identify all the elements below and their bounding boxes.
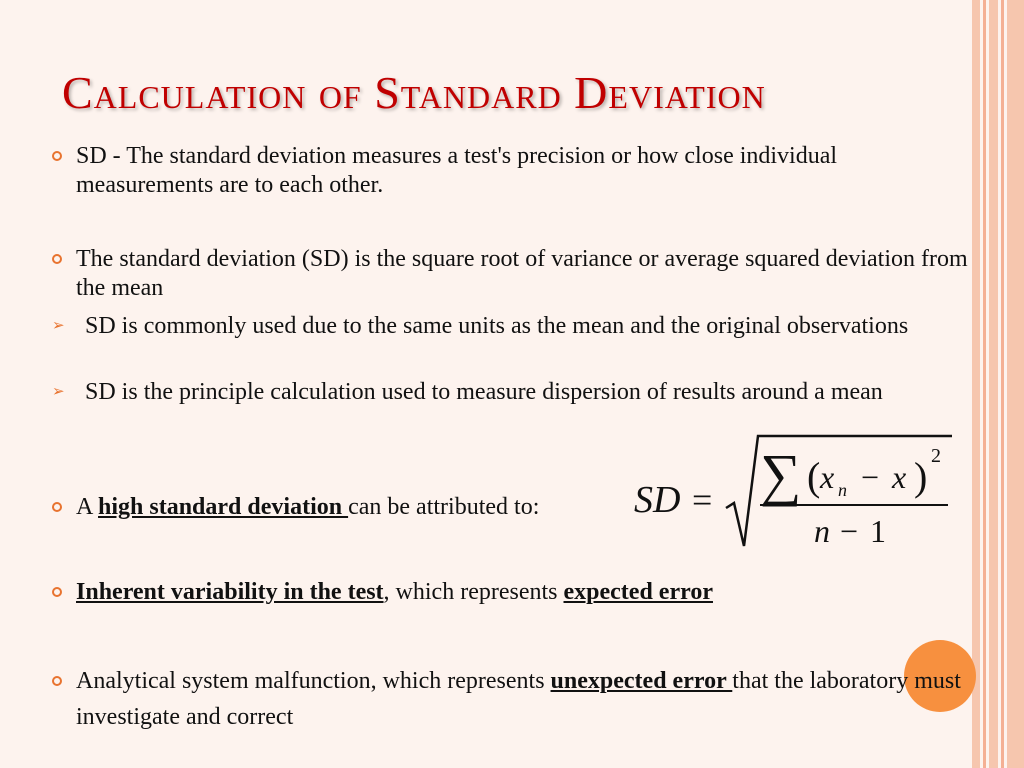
formula-lparen: ( <box>807 454 821 499</box>
sub-bullet-text: SD is the principle calculation used to measure dispersion of results around a mean <box>85 379 883 405</box>
formula-equals: = <box>692 480 713 520</box>
formula-den-1: 1 <box>870 513 886 549</box>
emphasis-inherent-variability: Inherent variability in the test <box>76 579 384 605</box>
bullet-text: Inherent variability in the test, which represents expected error <box>76 579 713 605</box>
slide-title: Calculation of Standard Deviation <box>62 67 766 118</box>
arrow-bullet-icon: ➢ <box>52 384 65 400</box>
ring-bullet-icon <box>52 676 62 686</box>
formula-sum: ∑ <box>760 442 802 507</box>
formula-x: x <box>820 459 835 495</box>
ring-bullet-icon <box>52 151 62 161</box>
sub-bullet-text: SD is commonly used due to the same units as the mean and the original observations <box>85 313 909 339</box>
sd-formula <box>626 428 956 558</box>
emphasis-unexpected-error: unexpected error <box>550 668 733 694</box>
arrow-bullet-icon: ➢ <box>52 318 65 334</box>
formula-den-minus: − <box>840 513 859 549</box>
side-stripes-decoration <box>972 0 1024 768</box>
formula-power: 2 <box>931 445 941 467</box>
formula-sub-n: n <box>838 480 847 500</box>
formula-x2: x <box>892 459 907 495</box>
formula-rparen: ) <box>914 454 928 499</box>
bullet-text: Analytical system malfunction, which represents unexpected error that the laboratory must investigate and correct <box>76 668 961 730</box>
bullet-text: A high standard deviation can be attributed to: <box>76 494 540 520</box>
emphasis-expected-error: expected error <box>563 579 713 605</box>
ring-bullet-icon <box>52 254 62 264</box>
emphasis-high-sd: high standard deviation <box>98 494 349 520</box>
formula-den-n: n <box>814 513 830 549</box>
ring-bullet-icon <box>52 502 62 512</box>
formula-lhs: SD <box>634 479 681 521</box>
formula-minus: − <box>861 459 880 495</box>
bullet-text: The standard deviation (SD) is the square root of variance or average squared deviation from the mean <box>76 246 968 301</box>
ring-bullet-icon <box>52 587 62 597</box>
bullet-text: SD - The standard deviation measures a test's precision or how close individual measurements are to each other. <box>76 143 838 198</box>
